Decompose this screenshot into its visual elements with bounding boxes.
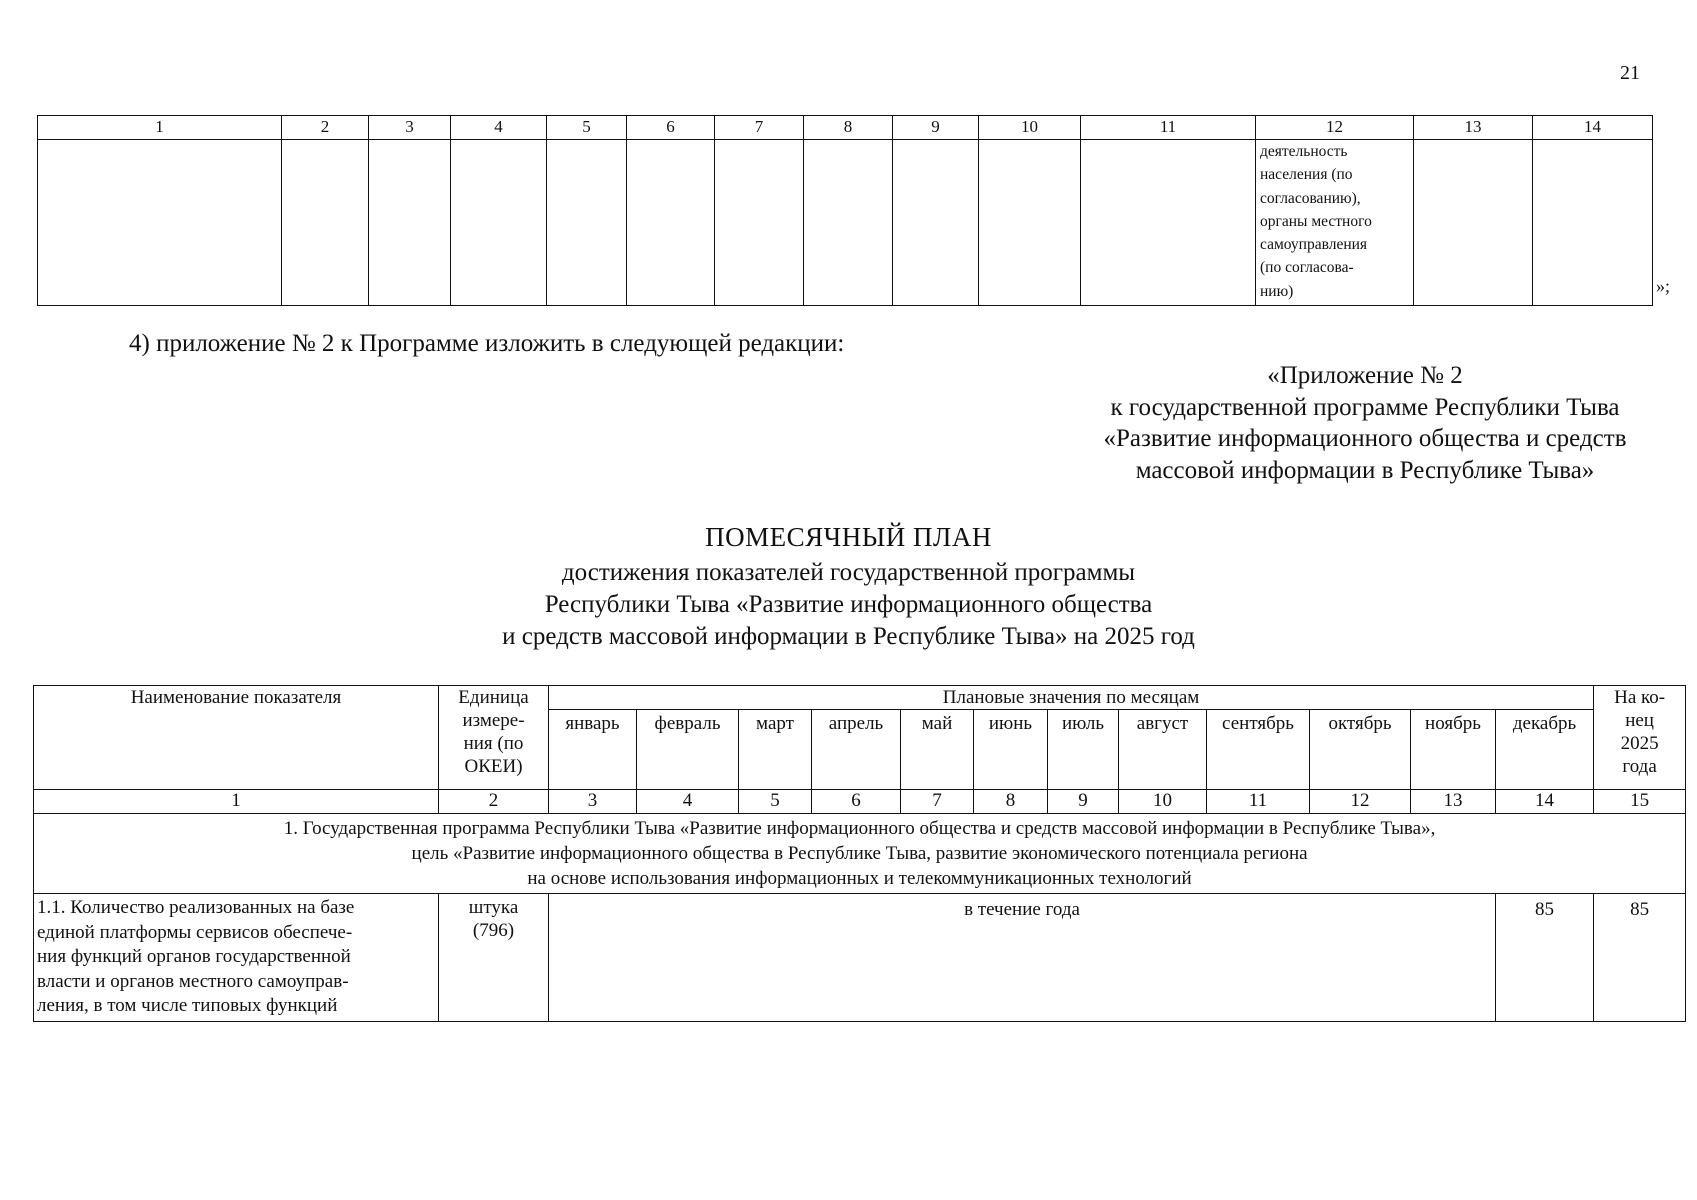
indicator-name-cell — [34, 894, 439, 1022]
header-line: 2025 — [1620, 733, 1659, 754]
col-number: 8 — [804, 116, 893, 140]
col-number: 12 — [1256, 116, 1414, 140]
subtitle-line: и средств массовой информации в Республике Тыва» на 2025 год — [502, 623, 1195, 650]
cell-line: органы местного — [1260, 212, 1372, 230]
header-row-1 — [34, 686, 1686, 710]
subtitle-line: достижения показателей государственной программы — [561, 559, 1136, 586]
appendix-line: к государственной программе Республики Тыва — [1110, 393, 1620, 421]
col-number: 6 — [627, 116, 715, 140]
header-line: ОКЕИ) — [464, 756, 523, 777]
col-number: 8 — [974, 790, 1048, 814]
col-number: 11 — [1207, 790, 1310, 814]
closing-quote: »; — [1656, 276, 1671, 296]
appendix-heading — [1000, 360, 1697, 486]
cell-line: согласованию), — [1260, 189, 1361, 207]
col-number: 13 — [1414, 116, 1533, 140]
month-header-september: сентябрь — [1207, 710, 1310, 790]
table-cell — [979, 140, 1081, 306]
continuation-table-header-row — [38, 116, 1653, 140]
col-number: 15 — [1594, 790, 1686, 814]
table-cell — [627, 140, 715, 306]
goal-line: 1. Государственная программа Республики Тыва «Развитие информационного общества и средств массовой информации в Республике Тыва», — [283, 818, 1436, 839]
month-header-april: апрель — [812, 710, 901, 790]
table-cell — [1414, 140, 1533, 306]
during-year-cell: в течение года — [549, 894, 1496, 1022]
header-line: Единица — [458, 687, 529, 708]
col-number: 9 — [1048, 790, 1119, 814]
goal-line: цель «Развитие информационного общества в Республике Тыва, развитие экономического потенциала региона — [411, 843, 1308, 864]
column-numbers-row — [34, 790, 1686, 814]
col-number: 11 — [1081, 116, 1256, 140]
month-header-february: февраль — [637, 710, 739, 790]
cell-line: ния функций органов государственной — [37, 946, 351, 967]
table-cell — [1533, 140, 1653, 306]
col-number: 3 — [369, 116, 451, 140]
table-cell — [804, 140, 893, 306]
table-cell — [369, 140, 451, 306]
cell-line: 1.1. Количество реализованных на базе — [37, 897, 355, 918]
table-cell — [451, 140, 547, 306]
col-number: 4 — [637, 790, 739, 814]
col-number: 14 — [1533, 116, 1653, 140]
col-number: 3 — [549, 790, 637, 814]
responsible-executors-cell — [1256, 140, 1414, 306]
month-header-november: ноябрь — [1411, 710, 1496, 790]
header-line: На ко- — [1614, 687, 1666, 708]
col-number: 2 — [439, 790, 549, 814]
table-cell — [715, 140, 804, 306]
cell-line: деятельность — [1260, 143, 1348, 160]
col-unit-header — [439, 686, 549, 790]
month-header-august: август — [1119, 710, 1207, 790]
month-header-january: январь — [549, 710, 637, 790]
cell-line: (796) — [472, 920, 515, 941]
december-value-cell: 85 — [1496, 894, 1594, 1022]
cell-line: власти и органов местного самоуправ- — [37, 970, 349, 992]
col-name-header: Наименование показателя — [34, 686, 439, 790]
col-number: 5 — [547, 116, 627, 140]
cell-line: (по согласова- — [1260, 259, 1354, 277]
cell-line: нию) — [1260, 282, 1294, 300]
continuation-table-row — [38, 140, 1653, 306]
header-line: ния (по — [463, 733, 524, 754]
col-number: 1 — [34, 790, 439, 814]
header-line: нец — [1625, 710, 1654, 731]
cell-line: штука — [468, 897, 519, 918]
amendment-text: 4) приложение № 2 к Программе изложить в следующей редакции: — [129, 330, 845, 357]
end-year-value-cell: 85 — [1594, 894, 1686, 1022]
header-line: измере- — [462, 710, 525, 731]
end-year-header — [1594, 686, 1686, 790]
col-number: 14 — [1496, 790, 1594, 814]
col-number: 7 — [901, 790, 974, 814]
month-header-june: июнь — [974, 710, 1048, 790]
appendix-line: «Приложение № 2 — [1267, 362, 1463, 389]
continuation-table — [37, 115, 1653, 306]
monthly-values-header: Плановые значения по месяцам — [549, 686, 1594, 710]
table-cell — [1081, 140, 1256, 306]
col-number: 5 — [739, 790, 812, 814]
goal-line: на основе использования информационных и телекоммуникационных технологий — [527, 868, 1192, 889]
header-line: года — [1622, 756, 1657, 777]
col-number: 10 — [979, 116, 1081, 140]
col-number: 13 — [1411, 790, 1496, 814]
table-cell — [547, 140, 627, 306]
col-number: 2 — [282, 116, 369, 140]
table-cell — [38, 140, 282, 306]
month-header-december: декабрь — [1496, 710, 1594, 790]
cell-line: единой платформы сервисов обеспече- — [37, 921, 353, 943]
page-number: 21 — [1620, 62, 1640, 84]
program-goal-row — [34, 814, 1686, 894]
subtitle-line: Республики Тыва «Развитие информационного общества — [544, 591, 1153, 618]
cell-line: населения (по — [1260, 166, 1353, 184]
month-header-may: май — [901, 710, 974, 790]
col-number: 7 — [715, 116, 804, 140]
month-header-march: март — [739, 710, 812, 790]
col-number: 10 — [1119, 790, 1207, 814]
month-header-october: октябрь — [1310, 710, 1411, 790]
appendix-line: массовой информации в Республике Тыва» — [1135, 456, 1595, 484]
table-row — [34, 894, 1686, 1022]
col-number: 12 — [1310, 790, 1411, 814]
monthly-plan-table — [33, 685, 1686, 1022]
month-header-july: июль — [1048, 710, 1119, 790]
plan-title: ПОМЕСЯЧНЫЙ ПЛАН — [705, 522, 992, 552]
cell-line: самоуправления — [1260, 236, 1368, 254]
table-cell — [893, 140, 979, 306]
program-goal-cell — [34, 814, 1686, 894]
plan-subtitle — [0, 557, 1697, 653]
table-cell — [282, 140, 369, 306]
unit-cell — [439, 894, 549, 1022]
col-number: 9 — [893, 116, 979, 140]
col-number: 1 — [38, 116, 282, 140]
col-number: 6 — [812, 790, 901, 814]
cell-line: ления, в том числе типовых функций — [37, 995, 338, 1016]
appendix-line: «Развитие информационного общества и средств — [1103, 425, 1627, 452]
col-number: 4 — [451, 116, 547, 140]
